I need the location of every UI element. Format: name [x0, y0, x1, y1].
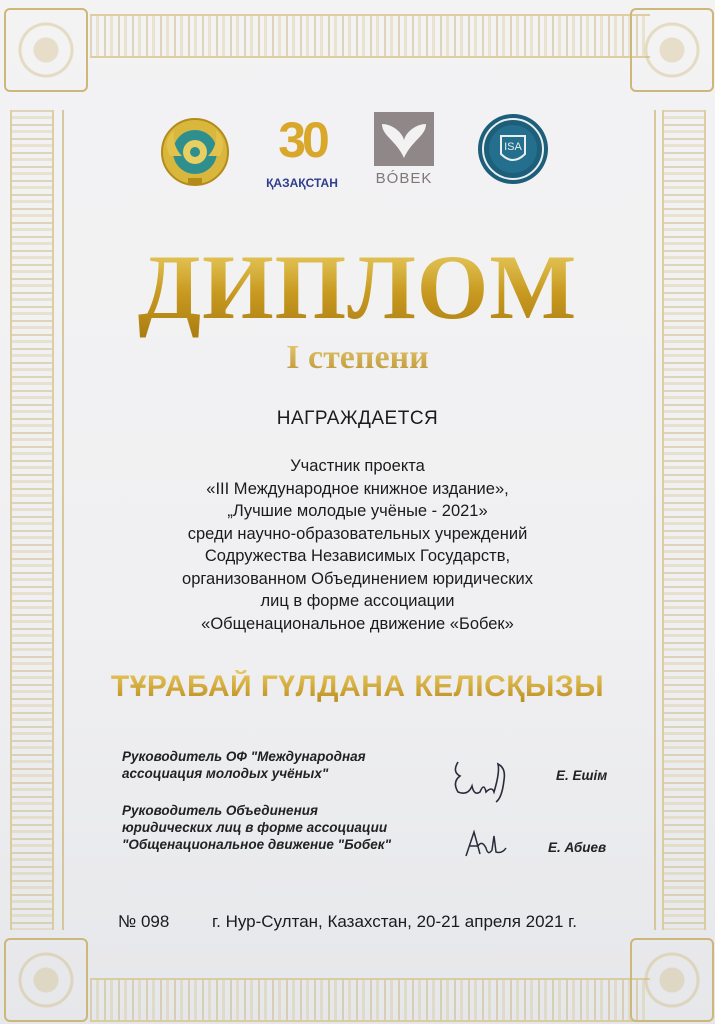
handwritten-signature-1 — [448, 752, 518, 804]
signatory-2-name: Е. Абиев — [548, 840, 607, 855]
diploma-number: № 098 — [118, 912, 170, 931]
ornament-border-top — [90, 14, 650, 58]
place-and-date: г. Нур-Султан, Казахстан, 20-21 апреля 2021 г. — [212, 912, 578, 931]
butterfly-icon — [372, 110, 436, 168]
diploma-title: ДИПЛОМ — [0, 232, 715, 342]
ornament-border-bottom — [90, 978, 650, 1022]
description-line: „Лучшие молодые учёные - 2021» — [227, 502, 488, 520]
kazakhstan-emblem-icon — [160, 116, 230, 188]
position-line: юридических лиц в форме ассоциации — [122, 820, 388, 835]
corner-ornament-top-left — [4, 8, 88, 92]
logo-30-number: 30 — [278, 112, 326, 168]
corner-ornament-bottom-left — [4, 938, 88, 1022]
logo-30-caption: ҚАЗАҚСТАН — [266, 176, 338, 190]
diploma-degree: I степени — [0, 338, 715, 378]
position-line: Руководитель ОФ "Международная — [122, 749, 366, 764]
kazakhstan-30-logo — [266, 112, 338, 196]
description-line: Участник проекта — [290, 457, 425, 475]
description-line: среди научно-образовательных учреждений — [187, 524, 528, 543]
signatory-1-name: Е. Ешім — [556, 768, 608, 783]
description-line: организованном Объединением юридических — [182, 569, 533, 588]
award-description — [0, 455, 715, 635]
bobek-caption: BÓBEK — [375, 170, 433, 187]
description-line: «Общенациональное движение «Бобек» — [201, 614, 514, 633]
description-line: лиц в форме ассоциации — [260, 592, 455, 610]
isa-logo — [476, 112, 550, 186]
position-line: "Общенациональное движение "Бобек" — [122, 837, 391, 852]
position-line: Руководитель Объединения — [122, 803, 318, 818]
description-line: «III Международное книжное издание», — [206, 479, 509, 498]
corner-ornament-top-right — [630, 8, 714, 92]
recipient-name: ТҰРАБАЙ ГҮЛДАНА КЕЛІСҚЫЗЫ — [0, 670, 715, 704]
signatory-1-position — [122, 748, 366, 782]
description-line: Содружества Независимых Государств, — [204, 547, 511, 565]
bobek-logo — [372, 110, 436, 194]
position-line: ассоциация молодых учёных" — [122, 766, 329, 781]
handwritten-signature-2 — [462, 826, 510, 860]
corner-ornament-bottom-right — [630, 938, 714, 1022]
signatory-2-position — [122, 802, 391, 853]
isa-label: ISA — [504, 141, 522, 153]
awarded-label: НАГРАЖДАЕТСЯ — [276, 408, 439, 429]
